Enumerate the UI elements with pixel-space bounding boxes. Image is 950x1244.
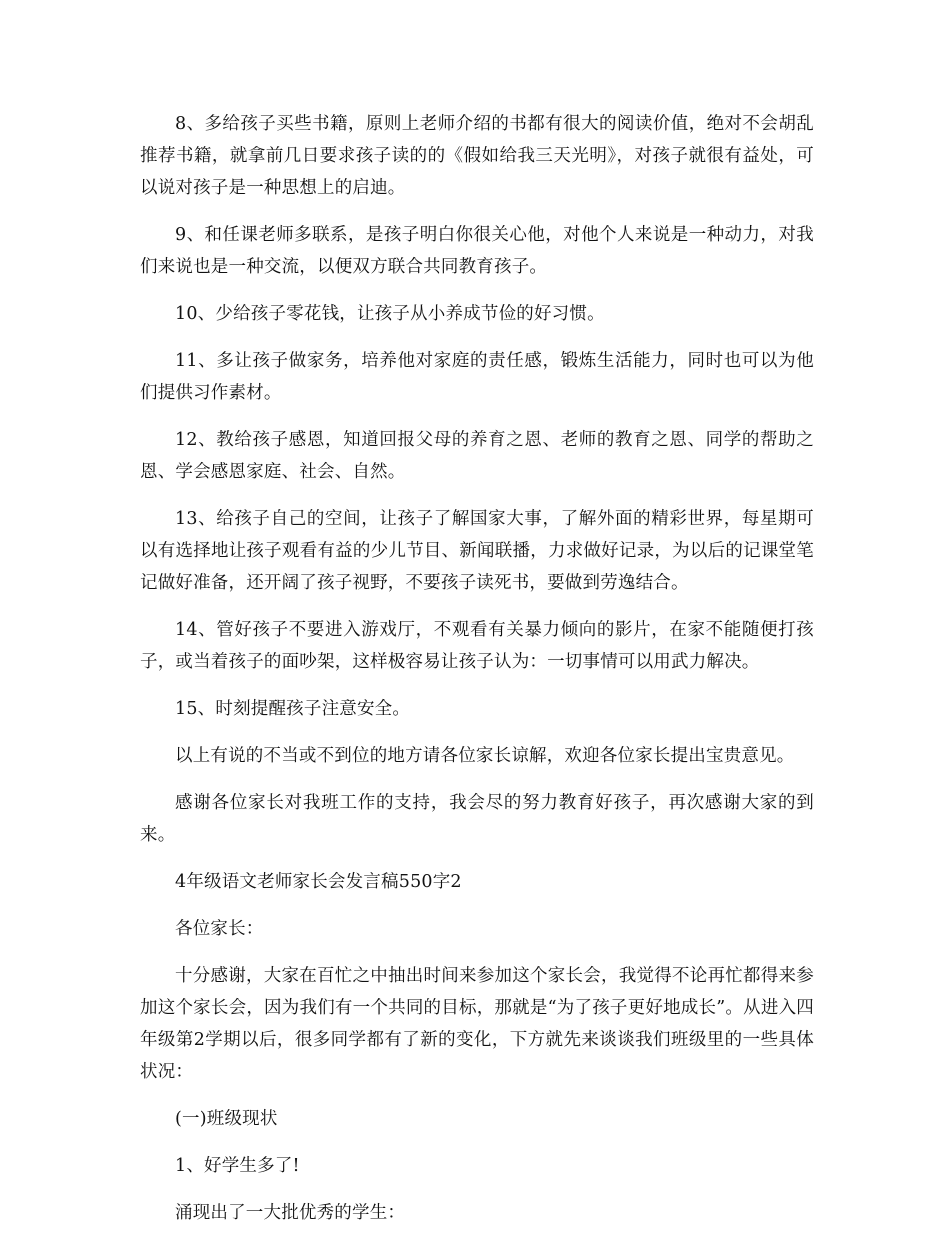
section-title: 4年级语文老师家长会发言稿550字2: [175, 872, 462, 892]
salutation: 各位家长：: [175, 919, 264, 939]
paragraph-item-8: 8、多给孩子买些书籍，原则上老师介绍的书都有很大的阅读价值，绝对不会胡乱推荐书籍，就拿前几日要求孩子读的的《假如给我三天光明》，对孩子就很有益处，可以说对孩子是一种思想上的启迪。: [140, 114, 814, 198]
paragraph-item-14: 14、管好孩子不要进入游戏厅，不观看有关暴力倾向的影片，在家不能随便打孩子，或当着孩子的面吵架，这样极容易让孩子认为：一切事情可以用武力解决。: [140, 620, 814, 672]
paragraph-item-11: 11、多让孩子做家务，培养他对家庭的责任感，锻炼生活能力，同时也可以为他们提供习作素材。: [140, 351, 814, 403]
paragraph-item-9: 9、和任课老师多联系，是孩子明白你很关心他，对他个人来说是一种动力，对我们来说也是一种交流，以便双方联合共同教育孩子。: [140, 225, 814, 277]
paragraph-item-12: 12、教给孩子感恩，知道回报父母的养育之恩、老师的教育之恩、同学的帮助之恩、学会感恩家庭、社会、自然。: [140, 430, 814, 482]
thanks-paragraph: 感谢各位家长对我班工作的支持，我会尽的努力教育好孩子，再次感谢大家的到来。: [140, 793, 814, 845]
subsection-heading: (一)班级现状: [175, 1109, 278, 1129]
apology-paragraph: 以上有说的不当或不到位的地方请各位家长谅解，欢迎各位家长提出宝贵意见。: [175, 746, 795, 766]
closing-line: 涌现出了一大批优秀的学生：: [175, 1203, 406, 1223]
intro-paragraph: 十分感谢，大家在百忙之中抽出时间来参加这个家长会，我觉得不论再忙都得来参加这个家长会，因为我们有一个共同的目标，那就是“为了孩子更好地成长”。从进入四年级第2学期以后，很多同学都有了新的变化，下方就先来谈谈我们班级里的一些具体状况：: [140, 966, 814, 1082]
document-body: [140, 108, 814, 1244]
point-heading: 1、好学生多了!: [175, 1156, 300, 1176]
paragraph-item-10: 10、少给孩子零花钱，让孩子从小养成节俭的好习惯。: [175, 304, 605, 324]
paragraph-item-13: 13、给孩子自己的空间，让孩子了解国家大事，了解外面的精彩世界，每星期可以有选择地让孩子观看有益的少儿节目、新闻联播，力求做好记录，为以后的记课堂笔记做好准备，还开阔了孩子视野，不要孩子读死书，要做到劳逸结合。: [140, 509, 814, 593]
paragraph-item-15: 15、时刻提醒孩子注意安全。: [175, 699, 411, 719]
